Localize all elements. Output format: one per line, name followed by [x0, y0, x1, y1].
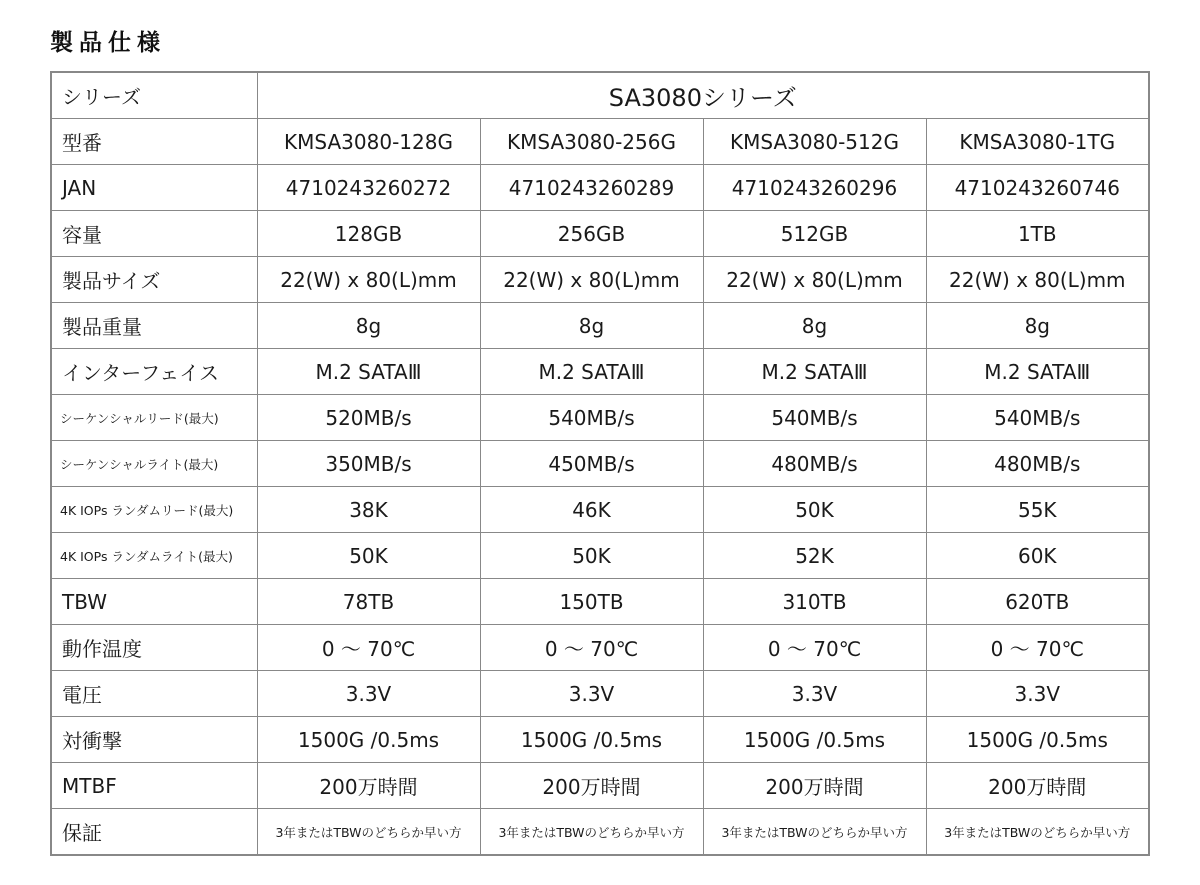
table-cell: 78TB — [257, 579, 480, 625]
table-cell: 22(W) x 80(L)mm — [480, 257, 703, 303]
table-cell: 3年またはTBWのどちらか早い方 — [257, 809, 480, 856]
table-cell: 22(W) x 80(L)mm — [926, 257, 1149, 303]
table-cell: 3.3V — [480, 671, 703, 717]
table-cell: 8g — [257, 303, 480, 349]
table-row — [51, 257, 1149, 303]
series-value: SA3080シリーズ — [257, 72, 1149, 119]
table-row — [51, 395, 1149, 441]
table-cell: 128GB — [257, 211, 480, 257]
table-cell: 4710243260746 — [926, 165, 1149, 211]
table-cell: 540MB/s — [480, 395, 703, 441]
row-label: 対衝撃 — [51, 717, 257, 763]
table-cell: 1500G /0.5ms — [480, 717, 703, 763]
table-cell: 0 ～ 70℃ — [480, 625, 703, 671]
table-cell: 60K — [926, 533, 1149, 579]
table-cell: 200万時間 — [480, 763, 703, 809]
table-cell: KMSA3080-512G — [703, 119, 926, 165]
table-cell: 450MB/s — [480, 441, 703, 487]
table-cell: 1500G /0.5ms — [926, 717, 1149, 763]
row-label: 製品サイズ — [51, 257, 257, 303]
row-label: 保証 — [51, 809, 257, 856]
table-cell: 50K — [480, 533, 703, 579]
row-label: シーケンシャルライト(最大) — [51, 441, 257, 487]
table-cell: 50K — [257, 533, 480, 579]
table-row-series — [51, 72, 1149, 119]
table-cell: 350MB/s — [257, 441, 480, 487]
table-cell: 0 ～ 70℃ — [926, 625, 1149, 671]
table-cell: 1500G /0.5ms — [703, 717, 926, 763]
table-cell: 50K — [703, 487, 926, 533]
table-row — [51, 441, 1149, 487]
table-row — [51, 165, 1149, 211]
table-cell: M.2 SATAⅢ — [703, 349, 926, 395]
table-cell: 4710243260296 — [703, 165, 926, 211]
table-cell: M.2 SATAⅢ — [257, 349, 480, 395]
row-label: 容量 — [51, 211, 257, 257]
row-label: JAN — [51, 165, 257, 211]
table-cell: 3年またはTBWのどちらか早い方 — [703, 809, 926, 856]
table-cell: 1TB — [926, 211, 1149, 257]
table-row — [51, 717, 1149, 763]
table-cell: 200万時間 — [703, 763, 926, 809]
table-cell: KMSA3080-128G — [257, 119, 480, 165]
table-cell: 3.3V — [703, 671, 926, 717]
row-label: 動作温度 — [51, 625, 257, 671]
table-cell: 3.3V — [926, 671, 1149, 717]
table-row — [51, 349, 1149, 395]
table-cell: 46K — [480, 487, 703, 533]
table-cell: 480MB/s — [926, 441, 1149, 487]
row-label: MTBF — [51, 763, 257, 809]
table-cell: 540MB/s — [703, 395, 926, 441]
table-cell: 38K — [257, 487, 480, 533]
table-row — [51, 211, 1149, 257]
table-cell: 8g — [703, 303, 926, 349]
table-cell: 4710243260289 — [480, 165, 703, 211]
table-cell: KMSA3080-1TG — [926, 119, 1149, 165]
table-row — [51, 671, 1149, 717]
table-cell: 512GB — [703, 211, 926, 257]
row-label: インターフェイス — [51, 349, 257, 395]
table-cell: KMSA3080-256G — [480, 119, 703, 165]
table-cell: 52K — [703, 533, 926, 579]
table-cell: 22(W) x 80(L)mm — [703, 257, 926, 303]
row-label: シーケンシャルリード(最大) — [51, 395, 257, 441]
row-label: 製品重量 — [51, 303, 257, 349]
table-cell: 620TB — [926, 579, 1149, 625]
table-row — [51, 809, 1149, 856]
row-label: 型番 — [51, 119, 257, 165]
table-cell: 3.3V — [257, 671, 480, 717]
table-cell: M.2 SATAⅢ — [926, 349, 1149, 395]
table-cell: 540MB/s — [926, 395, 1149, 441]
table-cell: 150TB — [480, 579, 703, 625]
table-cell: 4710243260272 — [257, 165, 480, 211]
row-label: 4K IOPs ランダムライト(最大) — [51, 533, 257, 579]
table-cell: 200万時間 — [926, 763, 1149, 809]
page-title: 製品仕様 — [50, 30, 166, 56]
row-label: シリーズ — [51, 72, 257, 119]
table-cell: 0 ～ 70℃ — [257, 625, 480, 671]
table-row — [51, 119, 1149, 165]
table-cell: 256GB — [480, 211, 703, 257]
table-cell: 8g — [480, 303, 703, 349]
table-row — [51, 625, 1149, 671]
table-row — [51, 579, 1149, 625]
table-cell: 200万時間 — [257, 763, 480, 809]
table-row — [51, 487, 1149, 533]
table-cell: 520MB/s — [257, 395, 480, 441]
table-cell: 0 ～ 70℃ — [703, 625, 926, 671]
row-label: 4K IOPs ランダムリード(最大) — [51, 487, 257, 533]
table-cell: 3年またはTBWのどちらか早い方 — [926, 809, 1149, 856]
table-cell: 55K — [926, 487, 1149, 533]
table-cell: 8g — [926, 303, 1149, 349]
table-row — [51, 763, 1149, 809]
table-cell: 3年またはTBWのどちらか早い方 — [480, 809, 703, 856]
table-row — [51, 533, 1149, 579]
row-label: 電圧 — [51, 671, 257, 717]
table-cell: 22(W) x 80(L)mm — [257, 257, 480, 303]
table-row — [51, 303, 1149, 349]
table-cell: 310TB — [703, 579, 926, 625]
table-cell: 480MB/s — [703, 441, 926, 487]
spec-table — [50, 71, 1150, 856]
row-label: TBW — [51, 579, 257, 625]
table-cell: 1500G /0.5ms — [257, 717, 480, 763]
table-cell: M.2 SATAⅢ — [480, 349, 703, 395]
